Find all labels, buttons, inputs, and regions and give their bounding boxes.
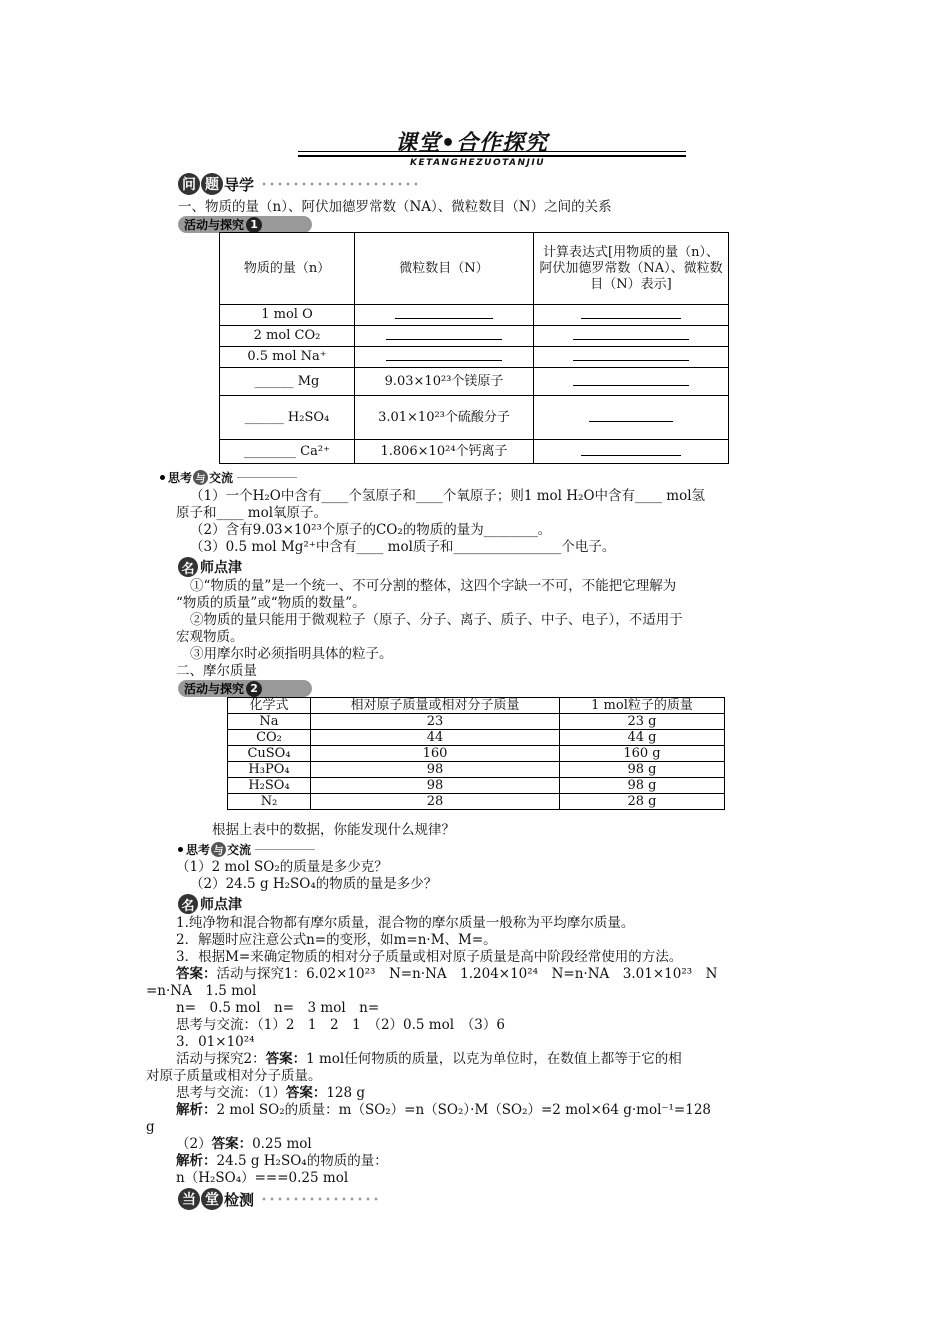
answer-line: 3．01×10²⁴	[176, 1034, 255, 1050]
table-cell: 9.03×10²³个镁原子	[355, 368, 534, 396]
tip-line: ③用摩尔时必须指明具体的粒子。	[190, 646, 393, 662]
table-header-cell: 化学式	[228, 698, 311, 714]
answer-line: g	[146, 1119, 155, 1135]
banner-subtitle: KETANGHEZUOTANJIU	[410, 158, 546, 168]
table-cell: 28	[311, 794, 560, 810]
tip-line: ①“物质的量”是一个统一、不可分割的整体，这四个字缺一不可，不能把它理解为	[190, 578, 677, 594]
tip-line: “物质的质量”或“物质的数量”。	[176, 595, 366, 611]
answer-line: =n·NA 1.5 mol	[146, 983, 257, 999]
table-cell: ______ Mg	[220, 368, 355, 396]
table-cell	[355, 326, 534, 347]
table-cell: 23	[311, 714, 560, 730]
table-cell	[534, 368, 729, 396]
tip-line: ②物质的量只能用于微观粒子（原子、分子、离子、质子、中子、电子），不适用于	[190, 612, 683, 628]
answer-line: 思考与交流：（1）2 1 2 1 （2）0.5 mol （3）6	[176, 1017, 505, 1033]
table-cell	[355, 305, 534, 326]
table-cell	[534, 326, 729, 347]
table-molar-mass	[227, 697, 725, 810]
table-cell: CO₂	[228, 730, 311, 746]
dotted-divider	[260, 1196, 380, 1202]
section-header-dangtang	[178, 1188, 380, 1210]
table-cell: 98 g	[560, 762, 725, 778]
table-header-cell: 1 mol粒子的质量	[560, 698, 725, 714]
table-cell: 0.5 mol Na⁺	[220, 347, 355, 368]
table-cell: 44	[311, 730, 560, 746]
table-cell: 98 g	[560, 778, 725, 794]
activity-number: 2	[246, 681, 262, 697]
tip-line: 宏观物质。	[176, 629, 244, 645]
think1-line-1: （1）一个H₂O中含有____个氢原子和____个氧原子；则1 mol H₂O中含有____ mol氢	[190, 488, 706, 504]
activity-number: 1	[246, 217, 262, 233]
tip2-line: 3．根据M=来确定物质的相对分子质量或相对原子质量是高中阶段经常使用的方法。	[176, 949, 683, 965]
section-char-2: 堂	[201, 1188, 223, 1210]
activity-badge-2	[178, 680, 312, 697]
section-char-2: 题	[201, 173, 223, 195]
section-header-text: 检测	[224, 1190, 255, 1209]
table-cell	[534, 440, 729, 464]
tips-header-1: 名 师点津	[178, 557, 242, 577]
heading-1: 一、物质的量（n）、阿伏加德罗常数（NA）、微粒数目（N）之间的关系	[178, 199, 612, 215]
table-cell: 23 g	[560, 714, 725, 730]
table-cell	[534, 305, 729, 326]
answer-line: n= 0.5 mol n= 3 mol n=	[176, 1000, 380, 1016]
answer-line: 对原子质量或相对分子质量。	[146, 1068, 322, 1084]
table-cell: 44 g	[560, 730, 725, 746]
table-header-cell: 物质的量（n）	[220, 233, 355, 305]
table-cell: ________ Ca²⁺	[220, 440, 355, 464]
table-cell: 3.01×10²³个硫酸分子	[355, 396, 534, 440]
heading-2: 二、摩尔质量	[176, 663, 257, 679]
think1-line-2: 原子和____ mol氧原子。	[176, 505, 328, 521]
table-header-cell: 计算表达式[用物质的量（n）、阿伏加德罗常数（NA）、微粒数目（N）表示]	[534, 233, 729, 305]
tip2-line: 2．解题时应注意公式n=的变形，如m=n·M、M=。	[176, 932, 497, 948]
table-cell: 98	[311, 762, 560, 778]
section-char-1: 问	[178, 173, 200, 195]
think1-line-3: （2）含有9.03×10²³个原子的CO₂的物质的量为________。	[190, 522, 552, 538]
table-cell: Na	[228, 714, 311, 730]
section-header-text: 导学	[224, 175, 255, 194]
activity-label: 活动与探究	[184, 682, 245, 696]
section-char-1: 当	[178, 1188, 200, 1210]
answer-line: 解析：24.5 g H₂SO₄的物质的量：	[176, 1153, 388, 1169]
question-2: 根据上表中的数据，你能发现什么规律？	[212, 822, 455, 838]
answer-line: （2）答案：0.25 mol	[176, 1136, 312, 1152]
activity-label: 活动与探究	[184, 218, 245, 232]
answer-line: 答案：活动与探究1：6.02×10²³ N=n·NA 1.204×10²⁴ N=n·NA 3.01×10²³ N	[176, 966, 718, 982]
table-cell: 1 mol O	[220, 305, 355, 326]
answer-line: 思考与交流：（1）答案：128 g	[176, 1085, 366, 1101]
table-cell: 98	[311, 778, 560, 794]
table-cell: 28 g	[560, 794, 725, 810]
dotted-divider	[260, 181, 420, 187]
table-cell	[534, 347, 729, 368]
answer-line: n（H₂SO₄）===0.25 mol	[176, 1170, 349, 1186]
table-cell: 2 mol CO₂	[220, 326, 355, 347]
section-header-wenti	[178, 173, 420, 195]
think2-line-1: （1）2 mol SO₂的质量是多少克？	[176, 859, 388, 875]
table-cell: 160	[311, 746, 560, 762]
table-cell	[355, 347, 534, 368]
table-header-cell: 微粒数目（N）	[355, 233, 534, 305]
table-header-cell: 相对原子质量或相对分子质量	[311, 698, 560, 714]
table-cell: CuSO₄	[228, 746, 311, 762]
banner-title: 课堂•合作探究	[395, 131, 549, 156]
think1-line-4: （3）0.5 mol Mg²⁺中含有____ mol质子和________________个电子。	[190, 539, 616, 555]
think-header-2: 思考 与 交流	[178, 841, 315, 858]
table-cell: H₃PO₄	[228, 762, 311, 778]
table-cell: H₂SO₄	[228, 778, 311, 794]
think2-line-2: （2）24.5 g H₂SO₄的物质的量是多少？	[190, 876, 438, 892]
table-cell: 160 g	[560, 746, 725, 762]
answer-line: 活动与探究2：答案：1 mol任何物质的质量，以克为单位时，在数值上都等于它的相	[176, 1051, 682, 1067]
answer-line: 解析：2 mol SO₂的质量：m（SO₂）=n（SO₂）·M（SO₂）=2 mol×64 g·mol⁻¹=128	[176, 1102, 712, 1118]
table-cell: 1.806×10²⁴个钙离子	[355, 440, 534, 464]
tip2-line: 1.纯净物和混合物都有摩尔质量，混合物的摩尔质量一般称为平均摩尔质量。	[176, 915, 635, 931]
tips-header-2: 名 师点津	[178, 894, 242, 914]
table-cell	[534, 396, 729, 440]
table-mole-relations	[219, 232, 729, 464]
table-cell: N₂	[228, 794, 311, 810]
activity-badge-1	[178, 216, 312, 233]
banner-rule	[298, 151, 686, 157]
think-header-1: 思考 与 交流	[160, 469, 297, 486]
table-cell: ______ H₂SO₄	[220, 396, 355, 440]
